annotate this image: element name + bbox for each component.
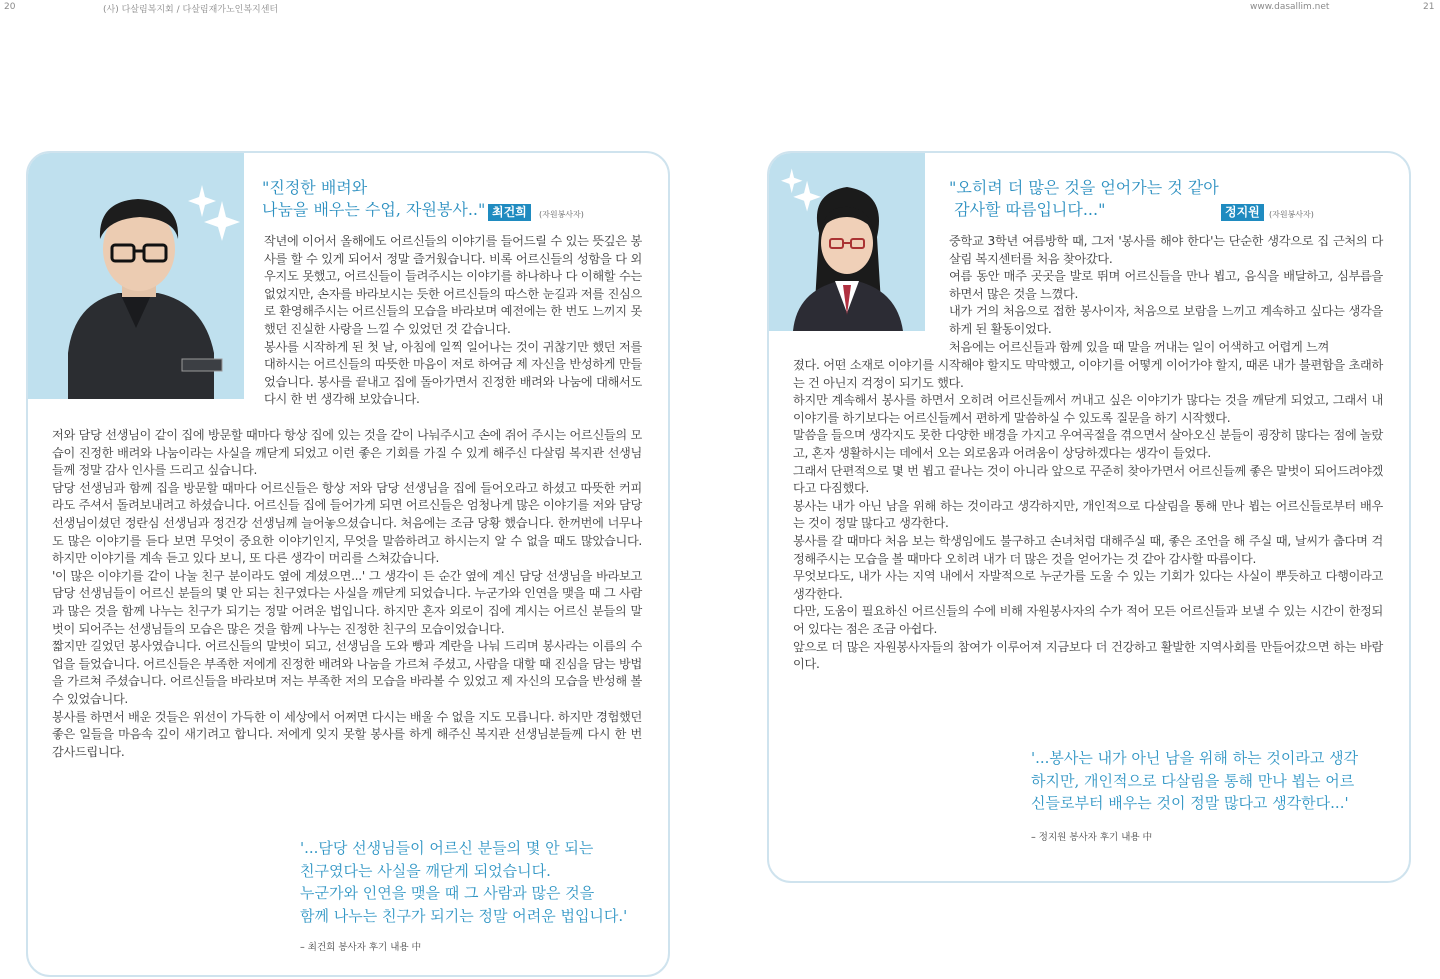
right-photo-box [769,153,925,331]
volunteer-photo-male [28,153,244,399]
left-name-badge: 최건희 [488,204,531,221]
left-title-line2: 나눔을 배우는 수업, 자원봉사.." [262,200,486,219]
paragraph: 저와 담당 선생님이 같이 집에 방문할 때마다 항상 집에 있는 것을 같이 나눠주시고 손에 쥐어 주시는 어르신들의 모습이 진정한 배려와 나눔이라는 사실을 깨닫게 되었고 이런 좋은 기회를 가질 수 있게 해주신 다살림 복지관 선생님들께 정말 감사 인사를 드리고 싶습니다. [52,428,642,478]
paragraph: 앞으로 더 많은 자원봉사자들의 참여가 이루어져 지금보다 더 건강하고 활발한 지역사회를 만들어갔으면 하는 바람이다. [793,639,1383,672]
right-pull-quote: '...봉사는 내가 아닌 남을 위해 하는 것이라고 생각 하지만, 개인적으로 다살림을 통해 만나 뵙는 어르 신들로부터 배우는 것이 정말 많다고 생각한다...' [1031,749,1359,812]
paragraph: 봉사를 갈 때마다 처음 보는 학생임에도 불구하고 손녀처럼 대해주실 때, 좋은 조언을 해 주실 때, 날씨가 춥다며 걱정해주시는 모습을 볼 때마다 오히려 내가 더 많은 것을 얻어가는 것 같아 감사할 따름이다. [793,533,1383,566]
left-role-label: (자원봉사자) [539,210,584,219]
paragraph: 무엇보다도, 내가 사는 지역 내에서 자발적으로 누군가를 도울 수 있는 기회가 있다는 사실이 뿌듯하고 다행이라고 생각한다. [793,569,1383,601]
paragraph: 처음에는 어르신들과 함께 있을 때 말을 꺼내는 일이 어색하고 어렵게 느껴 [949,339,1329,354]
right-role-label: (자원봉사자) [1269,210,1314,219]
paragraph: 작년에 이어서 올해에도 어르신들의 이야기를 들어드릴 수 있는 뜻깊은 봉사를 할 수 있게 되어서 정말 즐거웠습니다. 비록 어르신들의 성함을 다 외우지도 못했고, 어르신들이 들려주시는 이야기를 하나하나 다 이해할 수는 없었지만, 손자를 바라보시는 듯한 어르신들의 따스한 눈길과 저를 진심으로 환영해주시는 어르신들의 모습을 바라보며 예전에는 한 번도 느끼지 못했던 진실한 사랑을 느낄 수 있었던 것 같습니다. [264,234,642,336]
paragraph: 중학교 3학년 여름방학 때, 그저 '봉사를 해야 한다'는 단순한 생각으로 집 근처의 다살림 복지센터를 처음 찾아갔다. [949,234,1383,266]
paragraph: 하지만 계속해서 봉사를 하면서 오히려 어르신들께서 꺼내고 싶은 이야기가 많다는 것을 깨닫게 되었고, 그래서 내 이야기를 하기보다는 어르신들께서 편하게 말씀하실 수 있도록 질문을 하기 시작했다. [793,393,1383,425]
right-body-full [793,357,1383,674]
paragraph: 그래서 단편적으로 몇 번 뵙고 끝나는 것이 아니라 앞으로 꾸준히 찾아가면서 어르신들께 좋은 말벗이 되어드려야겠다고 다짐했다. [793,463,1383,496]
left-body-full [52,427,642,761]
website-url: www.dasallim.net [1250,2,1330,12]
right-article-panel [767,151,1411,883]
paragraph: '이 많은 이야기를 같이 나눌 친구 분이라도 옆에 계셨으면...' 그 생각이 든 순간 옆에 계신 담당 선생님을 바라보고 담당 선생님들이 어르신 분들의 몇 안 되는 친구였다는 사실을 깨닫게 되었습니다. 누군가와 인연을 맺을 때 그 사람과 많은 것을 함께 나누는 친구가 되기는 정말 어려운 법입니다. 하지만 혼자 외로이 집에 계시는 어르신 분들의 말벗이 되어주는 선생님들의 모습은 많은 것을 함께 나누는 진정한 친구의 모습이었습니다. [52,568,642,636]
right-title-line2: 감사할 따름입니다..." [949,200,1106,219]
paragraph: 다만, 도움이 필요하신 어르신들의 수에 비해 자원봉사자의 수가 적어 모든 어르신들과 보낼 수 있는 시간이 한정되어 있다는 점은 조금 아쉽다. [793,604,1383,636]
paragraph: 짧지만 길었던 봉사였습니다. 어르신들의 말벗이 되고, 선생님을 도와 빵과 계란을 나눠 드리며 봉사라는 이름의 수업을 들었습니다. 어르신들은 부족한 저에게 진정한 배려와 나눔을 가르쳐 주셨고, 사람을 대할 때 진심을 담는 방법을 가르쳐 주셨습니다. 어르신들을 바라보며 저는 부족한 저의 모습을 바라볼 수 있었고 제 자신의 모습을 반성해 볼 수 있었습니다. [52,639,642,706]
organization-name: (사) 다살림복지회 / 다살림재가노인복지센터 [103,5,279,15]
page-number-right: 21 [1423,2,1435,12]
right-body-wrapped [949,233,1383,356]
right-title-line1: "오히려 더 많은 것을 얻어가는 것 같아 [949,178,1219,197]
paragraph: 졌다. 어떤 소재로 이야기를 시작해야 할지도 막막했고, 이야기를 어떻게 이어가야 할지, 때론 내가 불편함을 초래하는 건 아닌지 걱정이 되기도 했다. [793,358,1383,390]
paragraph: 여름 동안 매주 곳곳을 발로 뛰며 어르신들을 만나 뵙고, 음식을 배달하고, 심부름을 하면서 많은 것을 느꼈다. [949,269,1383,301]
paragraph: 담당 선생님과 함께 집을 방문할 때마다 어르신들은 항상 저와 담당 선생님을 집에 들어오라고 하셨고 따뜻한 커피라도 주셔서 돌려보내려고 하셨습니다. 어르신들 집에 들어가게 되면 어르신들은 엄청나게 많은 이야기를 저와 담당 선생님이셨던 정란심 선생님과 정건강 선생님께 늘어놓으셨습니다. 처음에는 조금 당황 했습니다. 한꺼번에 너무나도 많은 이야기를 듣다 보면 무엇이 중요한 이야기인지, 무엇을 말씀하려고 하시는지 알 수 없을 때도 많았습니다. 하지만 이야기를 계속 듣고 있다 보니, 또 다른 생각이 머리를 스쳐갔습니다. [52,480,642,566]
paragraph: 봉사를 하면서 배운 것들은 위선이 가득한 이 세상에서 어쩌면 다시는 배울 수 없을 지도 모릅니다. 하지만 경험했던 좋은 일들을 마음속 깊이 새기려고 합니다. 저에게 잊지 못할 봉사를 하게 해주신 복지관 선생님분들께 다시 한 번 감사드립니다. [52,709,642,759]
paragraph: 봉사는 내가 아닌 남을 위해 하는 것이라고 생각하지만, 개인적으로 다살림을 통해 만나 뵙는 어르신들로부터 배우는 것이 정말 많다고 생각한다. [793,498,1383,531]
right-quote-source: – 정지원 봉사자 후기 내용 中 [1031,832,1153,843]
paragraph: 내가 거의 처음으로 접한 봉사이자, 처음으로 보람을 느끼고 계속하고 싶다는 생각을 하게 된 활동이었다. [949,304,1383,336]
left-pull-quote: '...담당 선생님들이 어르신 분들의 몇 안 되는 친구였다는 사실을 깨닫게 되었습니다. 누군가와 인연을 맺을 때 그 사람과 많은 것을 함께 나누는 친구가 되기는 정말 어려운 법입니다.' [300,839,628,925]
page-number-left: 20 [4,2,16,12]
paragraph: 말씀을 들으며 생각지도 못한 다양한 배경을 가지고 우여곡절을 겪으면서 살아오신 분들이 굉장히 많다는 점에 놀랐고, 혼자 생활하시는 데에서 오는 외로움과 어려움이 상당하겠다는 생각이 들었다. [793,428,1383,460]
left-body-wrapped [264,233,642,409]
left-article-panel [26,151,670,977]
left-title-line1: "진정한 배려와 [262,178,368,197]
paragraph: 봉사를 시작하게 된 첫 날, 아침에 일찍 일어나는 것이 귀찮기만 했던 저를 대하시는 어르신들의 따뜻한 마음이 저로 하여금 제 자신을 반성하게 만들었습니다. 봉사를 끝내고 집에 돌아가면서 진정한 배려와 나눔에 대해서도 다시 한 번 생각해 보았습니다. [264,339,642,407]
right-name-badge: 정지원 [1221,204,1264,221]
volunteer-photo-female [769,153,925,331]
left-photo-box [28,153,244,399]
left-quote-source: – 최건희 봉사자 후기 내용 中 [300,942,422,953]
